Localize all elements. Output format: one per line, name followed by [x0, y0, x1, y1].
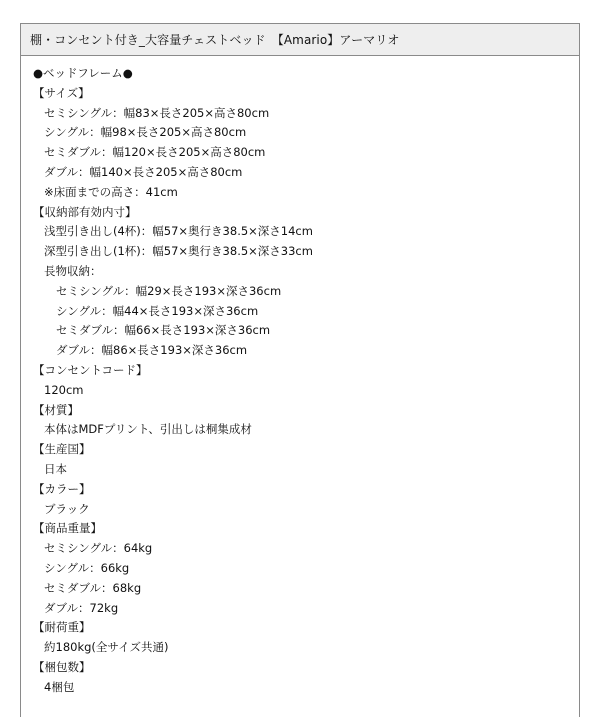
- spec-line: ブラック: [44, 501, 90, 516]
- section-heading: ●ベッドフレーム●: [33, 66, 133, 80]
- section-heading: 【収納部有効内寸】: [33, 204, 137, 219]
- spec-line: 長物収納：: [44, 263, 102, 278]
- section-heading: 【カラー】: [33, 481, 91, 496]
- spec-line: 120cm: [44, 382, 84, 397]
- section-heading: 【サイズ】: [33, 85, 90, 100]
- section-heading: 【コンセントコード】: [33, 362, 148, 377]
- spec-line: 本体はMDFプリント、引出しは桐集成材: [44, 422, 252, 437]
- spec-line: シングル：幅44×長さ193×深さ36cm: [56, 303, 259, 318]
- section-heading: 【梱包数】: [33, 659, 91, 674]
- section-heading: 【耐荷重】: [33, 620, 91, 635]
- spec-line: セミダブル：幅120×長さ205×高さ80cm: [44, 145, 266, 160]
- spec-line: 4梱包: [44, 679, 75, 694]
- spec-line: セミダブル：68kg: [44, 580, 142, 595]
- spec-line: 日本: [44, 461, 67, 476]
- spec-line: 浅型引き出し(4杯)：幅57×奥行き38.5×深さ14cm: [44, 224, 313, 239]
- spec-line: セミシングル：幅83×長さ205×高さ80cm: [44, 105, 270, 120]
- spec-line: シングル：幅98×長さ205×高さ80cm: [44, 125, 247, 140]
- spec-line: ダブル：幅140×長さ205×高さ80cm: [44, 164, 243, 179]
- section-heading: 【商品重量】: [33, 521, 102, 536]
- spec-table: [20, 23, 580, 717]
- spec-list: [21, 56, 579, 698]
- spec-line: セミシングル：64kg: [44, 541, 153, 556]
- spec-line: 深型引き出し(1杯)：幅57×奥行き38.5×深さ33cm: [44, 244, 313, 259]
- spec-line: ダブル：幅86×長さ193×深さ36cm: [56, 343, 248, 358]
- section-heading: 【生産国】: [33, 442, 91, 457]
- section-heading: 【材質】: [33, 402, 79, 417]
- spec-line: ダブル：72kg: [44, 600, 119, 615]
- spec-line: 約180kg(全サイズ共通): [44, 640, 169, 655]
- spec-line: セミシングル：幅29×長さ193×深さ36cm: [56, 283, 282, 298]
- product-title: 棚・コンセント付き_大容量チェストベッド 【Amario】アーマリオ: [21, 24, 579, 56]
- spec-line: シングル：66kg: [44, 560, 130, 575]
- spec-line: ※床面までの高さ：41cm: [44, 184, 178, 199]
- spec-line: セミダブル：幅66×長さ193×深さ36cm: [56, 323, 271, 338]
